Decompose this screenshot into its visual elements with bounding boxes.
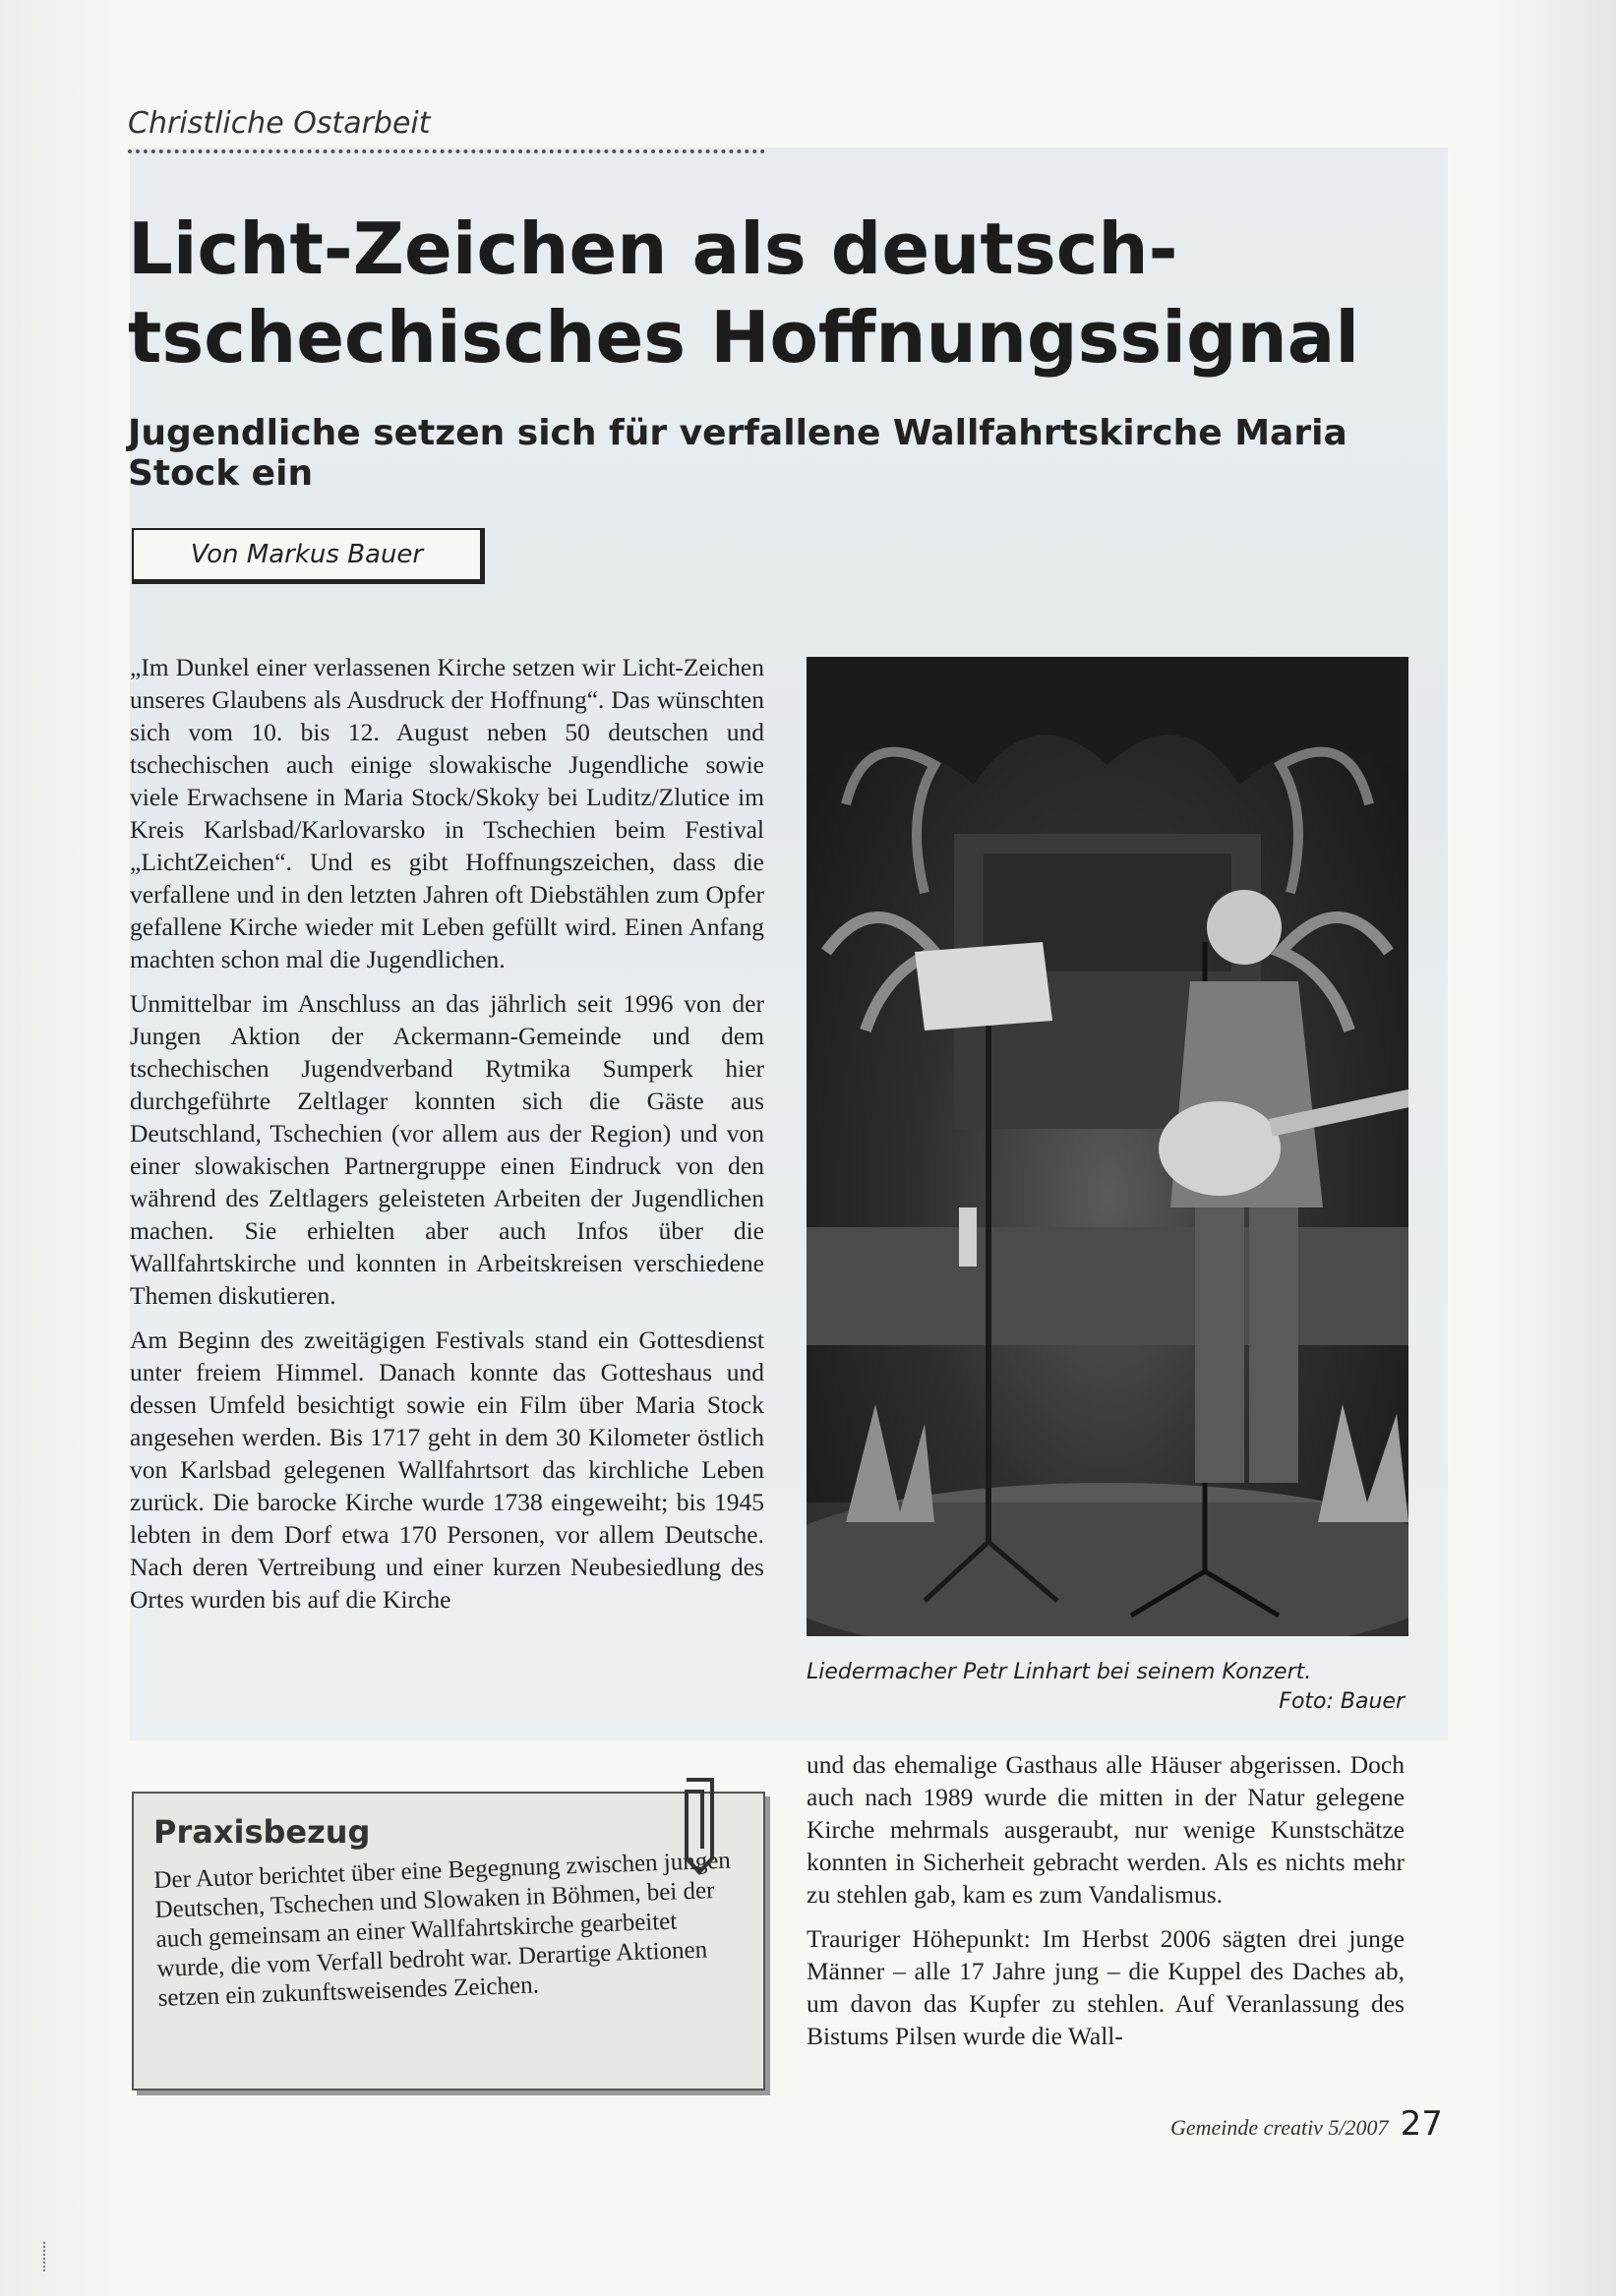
photo-caption — [807, 1658, 1405, 1717]
page-footer — [1170, 2104, 1443, 2144]
concert-photo — [807, 657, 1408, 1636]
caption-text: Liedermacher Petr Linhart bei seinem Konzert. — [807, 1660, 1312, 1684]
magazine-issue: Gemeinde creativ 5/2007 — [1170, 2115, 1389, 2140]
praxis-text: Der Autor berichtet über eine Begegnung zwischen jungen Deutschen, Tschechen und Slowaken in Böhmen, bei der auch gemeinsam an einer Wallfahrtskirche gearbeitet wurde, die vom Verfall bedroht war. Derartige Aktionen setzen ein zukunftsweisendes Zeichen. — [153, 1847, 732, 2012]
praxis-box — [132, 1792, 765, 2090]
article-paragraph: „Im Dunkel einer verlassenen Kirche setzen wir Licht-Zeichen unseres Glaubens als Ausdruck der Hoffnung“. Das wünschten sich vom 10. bis 12. August neben 50 deutschen und tschechischen auch einige slowakische Jugendliche sowie viele Erwachsene in Maria Stock/Skoky bei Luditz/Zlutice im Kreis Karlsbad/Karlovarsko in Tschechien beim Festival „LichtZeichen“. Und es gibt Hoffnungszeichen, dass die verfallene und in den letzten Jahren oft Diebstählen zum Opfer gefallene Kirche wieder mit Leben gefüllt wird. Einen Anfang machten schon mal die Jugendlichen. — [130, 653, 764, 973]
photo-credit: Foto: Bauer — [1279, 1689, 1405, 1714]
article-paragraph: und das ehemalige Gasthaus alle Häuser abgerissen. Doch auch nach 1989 wurde die mitten in der Natur gelegene Kirche mehrmals ausgeraubt, nur wenige Kunstschätze konnten in Sicherheit gebracht werden. Als es nichts mehr zu stehlen gab, kam es zum Vandalismus. — [807, 1750, 1405, 1909]
article-right-column — [807, 1748, 1405, 2064]
praxis-title: Praxisbezug — [153, 1813, 371, 1851]
paperclip-icon — [677, 1770, 722, 1878]
scan-edge-mark — [43, 2242, 51, 2271]
article-paragraph: Trauriger Höhepunkt: Im Herbst 2006 sägten drei junge Männer – alle 17 Jahre jung – die Kuppel des Daches ab, um davon das Kupfer zu stehlen. Auf Veranlassung des Bistums Pilsen wurde die Wall- — [807, 1924, 1405, 2050]
headline: Licht-Zeichen als deutsch-tschechisches Hoffnungssignal — [128, 207, 1360, 379]
byline: Von Markus Bauer — [132, 528, 485, 584]
article-paragraph: Unmittelbar im Anschluss an das jährlich seit 1996 von der Jungen Aktion der Ackermann-Gemeinde und dem tschechischen Jugendverband Rytmika Sumperk hier durchgeführte Zeltlager konnten sich die Gäste aus Deutschland, Tschechien (vor allem aus der Region) und von einer slowakischen Partnergruppe einen Eindruck von den während des Zeltlagers geleisteten Arbeiten der Jugendlichen machen. Sie erhielten aber auch Infos über die Wallfahrtskirche und konnten in Arbeitskreisen verschiedene Themen diskutieren. — [130, 989, 764, 1310]
dotted-divider — [128, 149, 765, 153]
article-paragraph: Am Beginn des zweitägigen Festivals stand ein Gottesdienst unter freiem Himmel. Danach konnte das Gotteshaus und dessen Umfeld besichtigt sowie ein Film über Maria Stock angesehen werden. Bis 1717 geht in dem 30 Kilometer östlich von Karlsbad gelegenen Wallfahrtsort das kirchliche Leben zurück. Die barocke Kirche wurde 1738 eingeweiht; bis 1945 lebten in dem Dorf etwa 170 Personen, vor allem Deutsche. Nach deren Vertreibung und einer kurzen Neubesiedlung des Ortes wurden bis auf die Kirche — [130, 1325, 764, 1614]
page-number: 27 — [1400, 2104, 1443, 2144]
article-left-column — [130, 651, 764, 1627]
subheadline: Jugendliche setzen sich für verfallene Wallfahrtskirche Maria Stock ein — [128, 413, 1347, 494]
section-label: Christliche Ostarbeit — [128, 106, 431, 141]
